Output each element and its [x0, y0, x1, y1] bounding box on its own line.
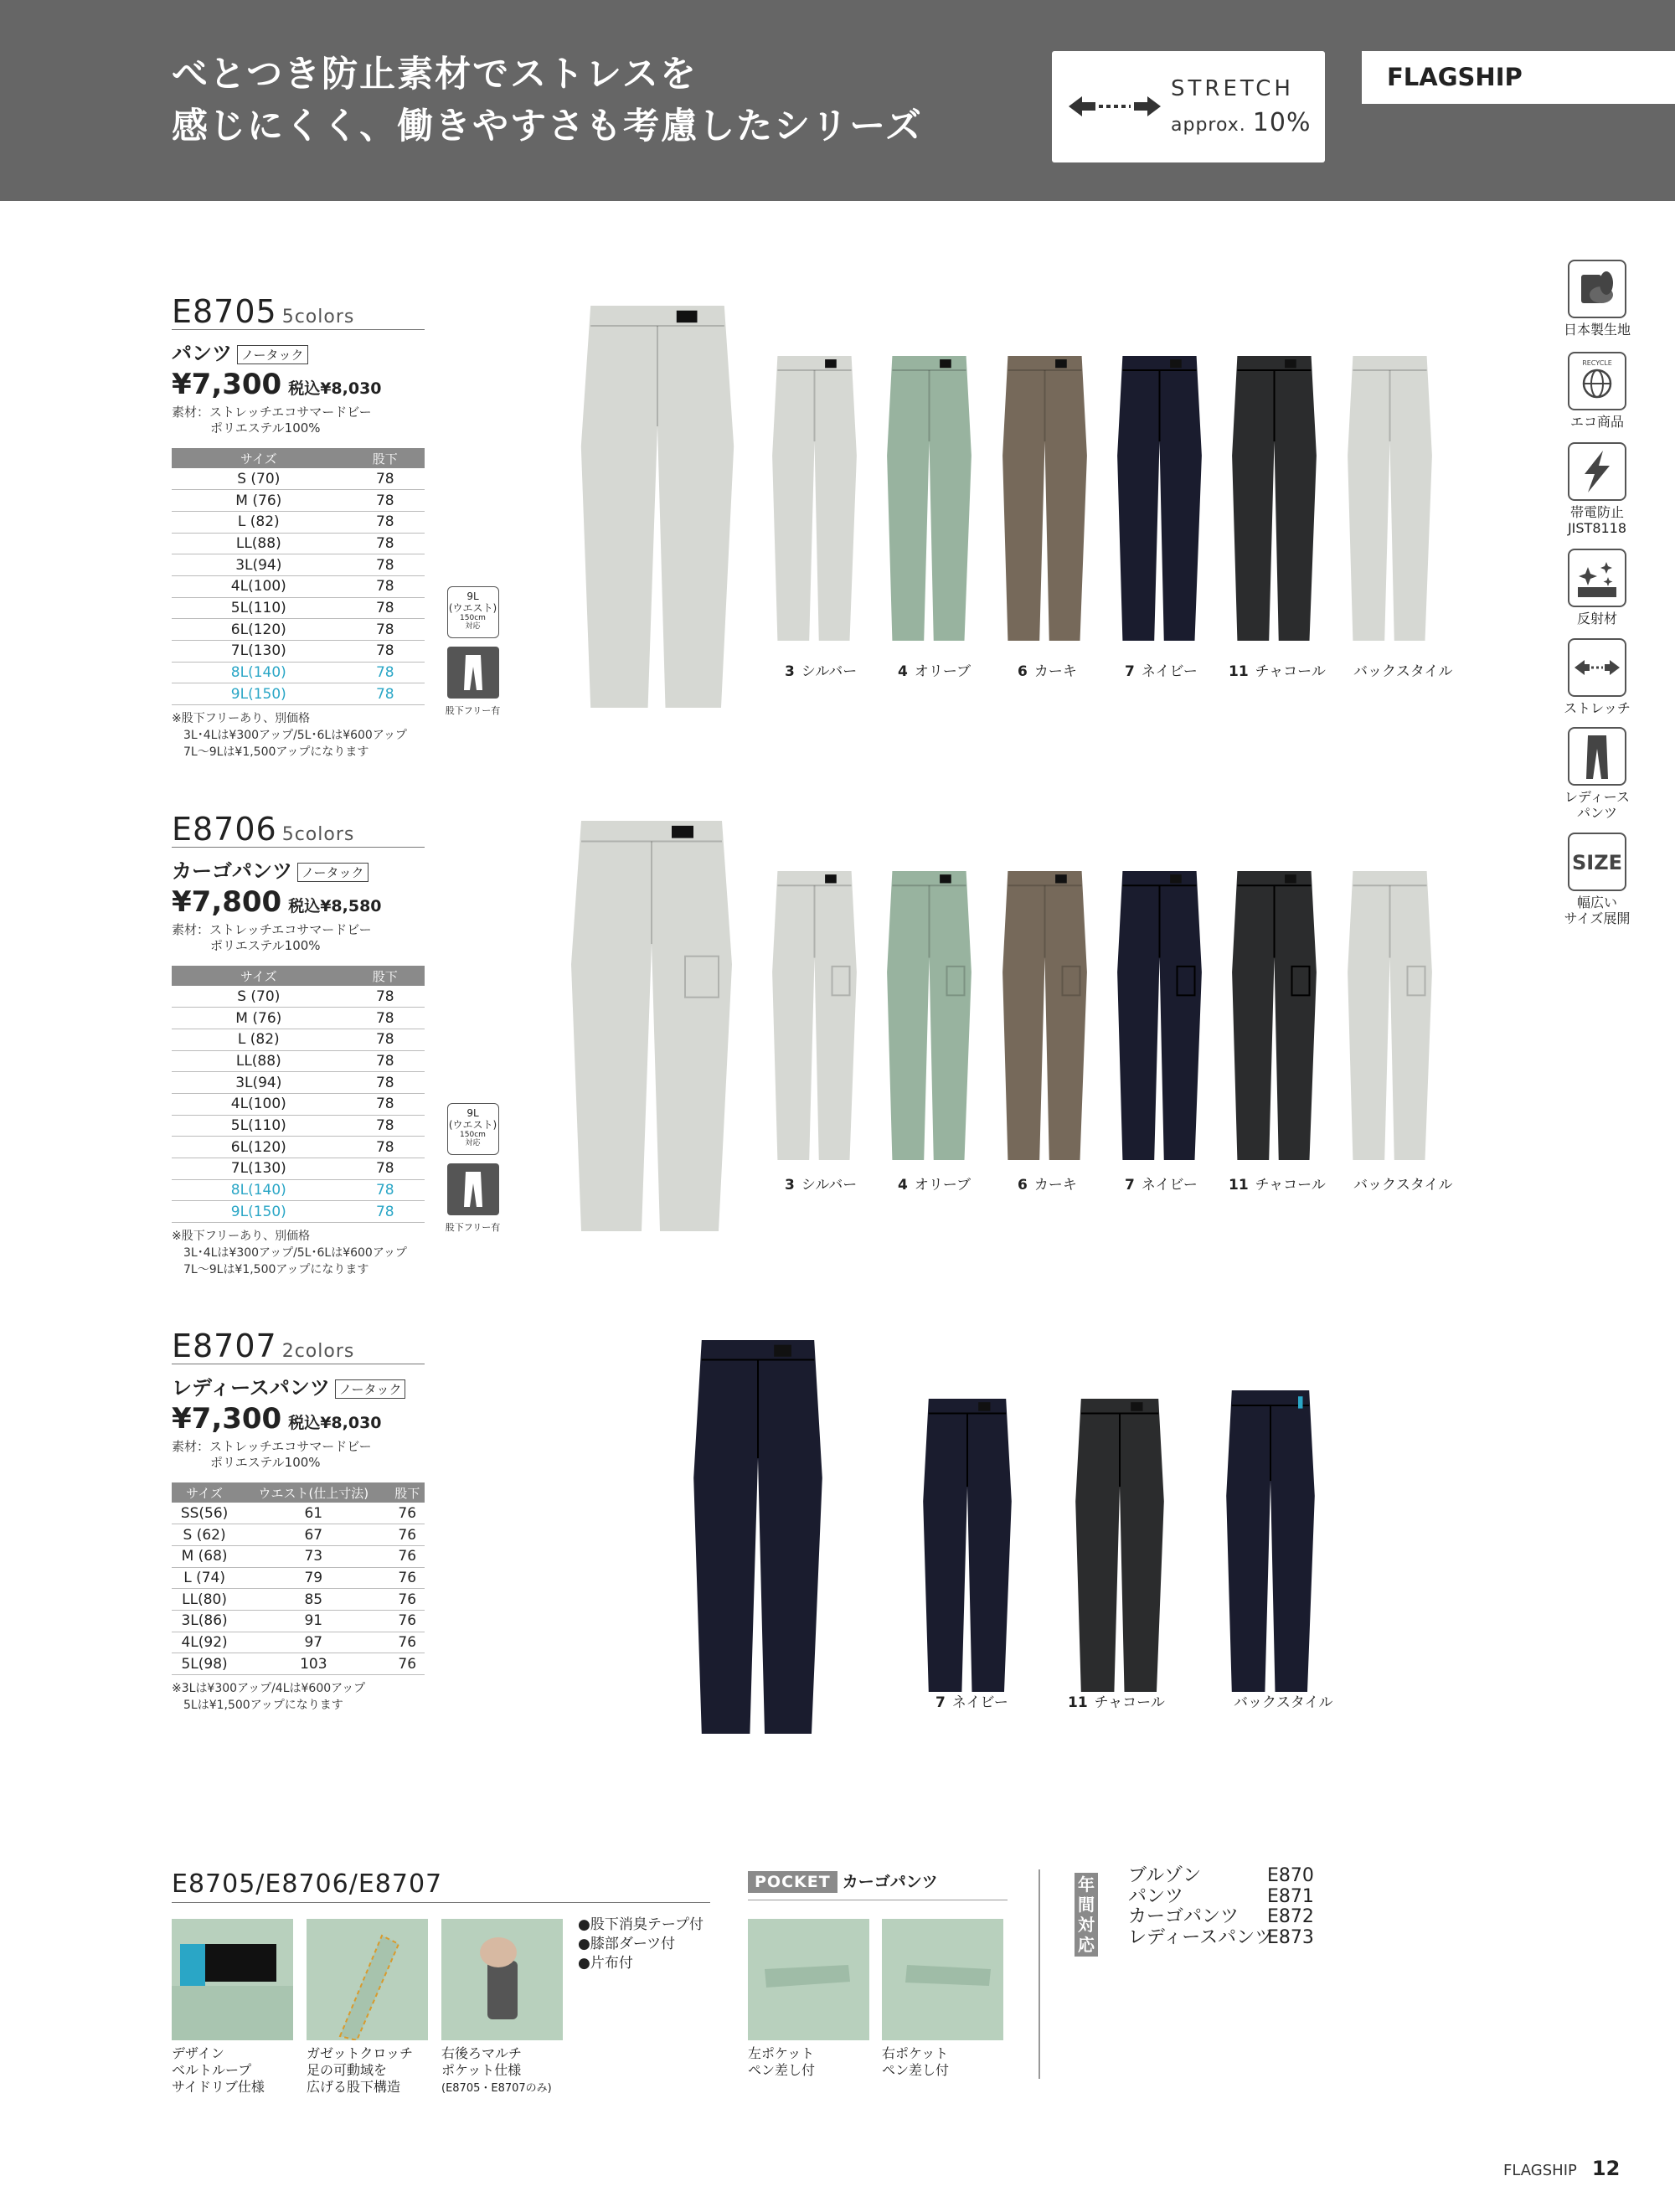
product-name: パンツ [172, 342, 232, 365]
table-cell: 78 [346, 1179, 425, 1201]
table-cell: 78 [346, 683, 425, 705]
product-code: E8707 [172, 1328, 277, 1364]
color-caption: 7 ネイビー [935, 1694, 1008, 1711]
product-e8707 [172, 1328, 425, 1714]
table-header: 股下 [346, 966, 425, 986]
pants-photo [1116, 871, 1203, 1163]
table-header: サイズ [172, 1482, 237, 1503]
table-header: ウエスト(仕上寸法) [237, 1482, 389, 1503]
hero-pants-photo [578, 306, 737, 711]
product-code: E8706 [172, 811, 277, 848]
color-caption: 4 オリーブ [898, 1177, 971, 1194]
color-count: 2colors [281, 1341, 355, 1362]
pants-photo [1346, 356, 1434, 644]
table-cell: 5L(98) [172, 1653, 237, 1675]
pants-photo [1001, 356, 1089, 644]
table-cell: SS(56) [172, 1503, 237, 1524]
table-row [172, 1158, 425, 1180]
table-cell: 78 [346, 662, 425, 683]
product-code: E8705 [172, 293, 277, 330]
table-cell: S (70) [172, 986, 346, 1008]
feature-caption: デザイン ベルトループ サイドリブ仕様 [172, 2045, 265, 2095]
table-cell: 3L(94) [172, 554, 346, 576]
table-cell: 7L(130) [172, 641, 346, 663]
hero-pants-photo [568, 821, 735, 1235]
table-cell: 76 [389, 1545, 425, 1567]
table-row [172, 597, 425, 619]
feature-photo-pocket [441, 1919, 563, 2040]
color-caption: 6 カーキ [1018, 663, 1077, 680]
table-cell: 78 [346, 468, 425, 490]
table-cell: 76 [389, 1589, 425, 1611]
size-table [172, 966, 425, 1223]
color-caption: 3 シルバー [785, 663, 858, 680]
table-cell: 4L(100) [172, 575, 346, 597]
table-cell: 78 [346, 1115, 425, 1137]
price: ¥7,300 [172, 1402, 282, 1436]
pocket-photo-right [882, 1919, 1003, 2040]
product-e8705 [172, 293, 425, 761]
table-cell: LL(88) [172, 533, 346, 554]
size-note: ※股下フリーあり、別価格 3L･4Lは¥300アップ/5L･6Lは¥600アップ 7L〜9Lは¥1,500アップになります [172, 1230, 407, 1277]
table-cell: 8L(140) [172, 662, 346, 683]
table-row [172, 533, 425, 554]
table-cell: 78 [346, 1093, 425, 1115]
table-cell: 78 [346, 575, 425, 597]
table-cell: 5L(110) [172, 1115, 346, 1137]
reflective-icon: 反射材 [1559, 549, 1635, 626]
table-cell: 9L(150) [172, 1201, 346, 1223]
pants-photo [1230, 871, 1318, 1163]
tuck-badge: ノータック [297, 863, 368, 882]
feature-photo-gusset [307, 1919, 428, 2040]
headline: べとつき防止素材でストレスを 感じにくく、働きやすさも考慮したシリーズ [172, 54, 923, 147]
table-row [172, 575, 425, 597]
page-number: 12 [1591, 2157, 1621, 2180]
year-round-tag: 年間対応 [1075, 1873, 1098, 1957]
material: 素材：ストレッチエコサマードビー ポリエステル100% [172, 922, 372, 953]
table-row [172, 619, 425, 641]
hero-pants-photo [691, 1340, 825, 1737]
color-caption: 11 チャコール [1229, 1177, 1326, 1194]
table-cell: 7L(130) [172, 1158, 346, 1180]
table-row [172, 1567, 425, 1589]
table-row [172, 1115, 425, 1137]
table-cell: 78 [346, 597, 425, 619]
pocket-header: POCKET カーゴパンツ [748, 1869, 938, 1896]
table-cell: 78 [346, 511, 425, 533]
pants-photo [1230, 356, 1318, 644]
table-cell: 97 [237, 1632, 389, 1653]
table-cell: 76 [389, 1632, 425, 1653]
series-tab: FLAGSHIP [1362, 51, 1675, 104]
page-footer: FLAGSHIP 12 [1503, 2157, 1621, 2180]
table-cell: 78 [346, 641, 425, 663]
table-row [172, 1653, 425, 1675]
size-note: ※股下フリーあり、別価格 3L･4Lは¥300アップ/5L･6Lは¥600アップ 7L〜9Lは¥1,500アップになります [172, 712, 407, 760]
table-cell: 6L(120) [172, 619, 346, 641]
table-row [172, 1008, 425, 1029]
stretch-approx: approx. 10% [1171, 108, 1312, 137]
table-cell: 85 [237, 1589, 389, 1611]
table-cell: L (74) [172, 1567, 237, 1589]
table-row [172, 1137, 425, 1158]
color-caption: 11 チャコール [1068, 1694, 1165, 1711]
table-cell: 9L(150) [172, 683, 346, 705]
recycle-icon: RECYCLE エコ商品 [1559, 352, 1635, 430]
table-cell: 78 [346, 554, 425, 576]
table-cell: 76 [389, 1610, 425, 1632]
table-cell: M (76) [172, 1008, 346, 1029]
table-cell: 78 [346, 619, 425, 641]
color-caption: バックスタイル [1234, 1694, 1333, 1711]
9l-badge: 9L (ウエスト) 150cm 対応 股下フリー有 [445, 1103, 501, 1234]
size-icon: SIZE 幅広い サイズ展開 [1559, 833, 1635, 926]
table-cell: 5L(110) [172, 597, 346, 619]
pants-photo [921, 1399, 1013, 1695]
size-table [172, 1482, 425, 1675]
table-row [172, 662, 425, 683]
table-cell: 78 [346, 490, 425, 512]
table-cell: 6L(120) [172, 1137, 346, 1158]
table-cell: LL(80) [172, 1589, 237, 1611]
table-row [172, 1050, 425, 1072]
color-caption: 7 ネイビー [1125, 1177, 1198, 1194]
table-cell: S (62) [172, 1524, 237, 1546]
product-e8706 [172, 811, 425, 1278]
size-note: ※3Lは¥300アップ/4Lは¥600アップ 5Lは¥1,500アップになります [172, 1682, 366, 1712]
svg-text:RECYCLE: RECYCLE [1582, 359, 1612, 367]
pants-photo [1001, 871, 1089, 1163]
tax-price: 税込¥8,030 [288, 1414, 382, 1432]
table-cell: 91 [237, 1610, 389, 1632]
table-cell: M (76) [172, 490, 346, 512]
price: ¥7,800 [172, 885, 282, 919]
table-row [172, 1545, 425, 1567]
ladies-pants-icon: レディース パンツ [1559, 727, 1635, 821]
stretch-icon: ストレッチ [1559, 638, 1635, 716]
table-cell: M (68) [172, 1545, 237, 1567]
table-cell: 76 [389, 1567, 425, 1589]
table-row [172, 1610, 425, 1632]
table-cell: L (82) [172, 1029, 346, 1050]
table-cell: 76 [389, 1524, 425, 1546]
related-series: ブルゾン E870 パンツ E871 カーゴパンツ E872 レディースパンツ E873 [1128, 1865, 1314, 1948]
color-caption: バックスタイル [1353, 1177, 1453, 1194]
table-header: サイズ [172, 448, 346, 468]
pants-photo [1224, 1390, 1317, 1695]
feature-photo-belt [172, 1919, 293, 2040]
table-header: サイズ [172, 966, 346, 986]
table-cell: 4L(92) [172, 1632, 237, 1653]
table-cell: 78 [346, 1201, 425, 1223]
table-cell: 78 [346, 1050, 425, 1072]
antistatic-icon: 帯電防止 JIST8118 [1559, 442, 1635, 536]
table-cell: 78 [346, 1008, 425, 1029]
table-cell: 3L(86) [172, 1610, 237, 1632]
table-cell: 61 [237, 1503, 389, 1524]
table-cell: 78 [346, 1158, 425, 1180]
pants-photo [1116, 356, 1203, 644]
tax-price: 税込¥8,580 [288, 897, 382, 915]
pocket-photo-left [748, 1919, 869, 2040]
table-row [172, 1093, 425, 1115]
table-cell: 78 [346, 986, 425, 1008]
product-name: レディースパンツ [172, 1376, 330, 1400]
table-row [172, 1179, 425, 1201]
pants-photo [1346, 871, 1434, 1163]
product-name: カーゴパンツ [172, 859, 292, 883]
color-caption: 11 チャコール [1229, 663, 1326, 680]
features-title: E8705/E8706/E8707 [172, 1869, 710, 1903]
table-cell: 73 [237, 1545, 389, 1567]
pants-photo [1074, 1399, 1166, 1695]
feature-caption: ガゼットクロッチ 足の可動域を 広げる股下構造 [307, 2045, 414, 2095]
table-cell: 78 [346, 1029, 425, 1050]
feature-caption: 右後ろマルチ ポケット仕様 (E8705・E8707のみ) [441, 2045, 552, 2095]
table-row [172, 683, 425, 705]
9l-badge: 9L (ウエスト) 150cm 対応 股下フリー有 [445, 586, 501, 717]
table-cell: LL(88) [172, 1050, 346, 1072]
stretch-label: STRETCH [1171, 76, 1294, 101]
table-row [172, 641, 425, 663]
pants-free-icon [447, 1163, 499, 1215]
table-cell: S (70) [172, 468, 346, 490]
table-cell: 76 [389, 1503, 425, 1524]
stretch-arrows-icon [1069, 91, 1161, 121]
table-header: 股下 [346, 448, 425, 468]
table-cell: 76 [389, 1653, 425, 1675]
price: ¥7,300 [172, 368, 282, 401]
svg-text:SIZE: SIZE [1571, 851, 1623, 874]
table-cell: 103 [237, 1653, 389, 1675]
pants-photo [885, 356, 973, 644]
table-cell: 67 [237, 1524, 389, 1546]
table-row [172, 1029, 425, 1050]
pocket-caption: 左ポケット ペン差し付 [748, 2045, 816, 2078]
header-banner [0, 0, 1675, 201]
pants-photo [885, 871, 973, 1163]
table-row [172, 511, 425, 533]
tax-price: 税込¥8,030 [288, 379, 382, 398]
table-row [172, 468, 425, 490]
table-cell: 3L(94) [172, 1072, 346, 1094]
table-row [172, 986, 425, 1008]
color-count: 5colors [281, 824, 355, 845]
table-row [172, 1072, 425, 1094]
table-row [172, 1503, 425, 1524]
color-caption: 4 オリーブ [898, 663, 971, 680]
tuck-badge: ノータック [335, 1379, 406, 1399]
material: 素材：ストレッチエコサマードビー ポリエステル100% [172, 1439, 372, 1470]
size-table [172, 448, 425, 705]
table-cell: L (82) [172, 511, 346, 533]
pocket-caption: 右ポケット ペン差し付 [882, 2045, 950, 2078]
tuck-badge: ノータック [237, 345, 308, 364]
color-caption: バックスタイル [1353, 663, 1453, 680]
table-row [172, 554, 425, 576]
table-row [172, 1589, 425, 1611]
color-count: 5colors [281, 307, 355, 327]
pants-photo [770, 356, 858, 644]
material: 素材：ストレッチエコサマードビー ポリエステル100% [172, 405, 372, 436]
pants-photo [770, 871, 858, 1163]
table-row [172, 490, 425, 512]
table-cell: 78 [346, 533, 425, 554]
table-cell: 79 [237, 1567, 389, 1589]
color-caption: 7 ネイビー [1125, 663, 1198, 680]
color-caption: 3 シルバー [785, 1177, 858, 1194]
feature-bullets: ●股下消臭テープ付 ●膝部ダーツ付 ●片布付 [578, 1916, 704, 1972]
made-in-japan-icon: 日本製生地 [1559, 260, 1635, 338]
stretch-badge [1052, 51, 1325, 162]
table-cell: 8L(140) [172, 1179, 346, 1201]
table-row [172, 1632, 425, 1653]
table-cell: 4L(100) [172, 1093, 346, 1115]
table-header: 股下 [389, 1482, 425, 1503]
table-cell: 78 [346, 1072, 425, 1094]
table-cell: 78 [346, 1137, 425, 1158]
divider [1038, 1869, 1040, 2079]
table-row [172, 1524, 425, 1546]
color-caption: 6 カーキ [1018, 1177, 1077, 1194]
table-row [172, 1201, 425, 1223]
pants-free-icon [447, 647, 499, 699]
